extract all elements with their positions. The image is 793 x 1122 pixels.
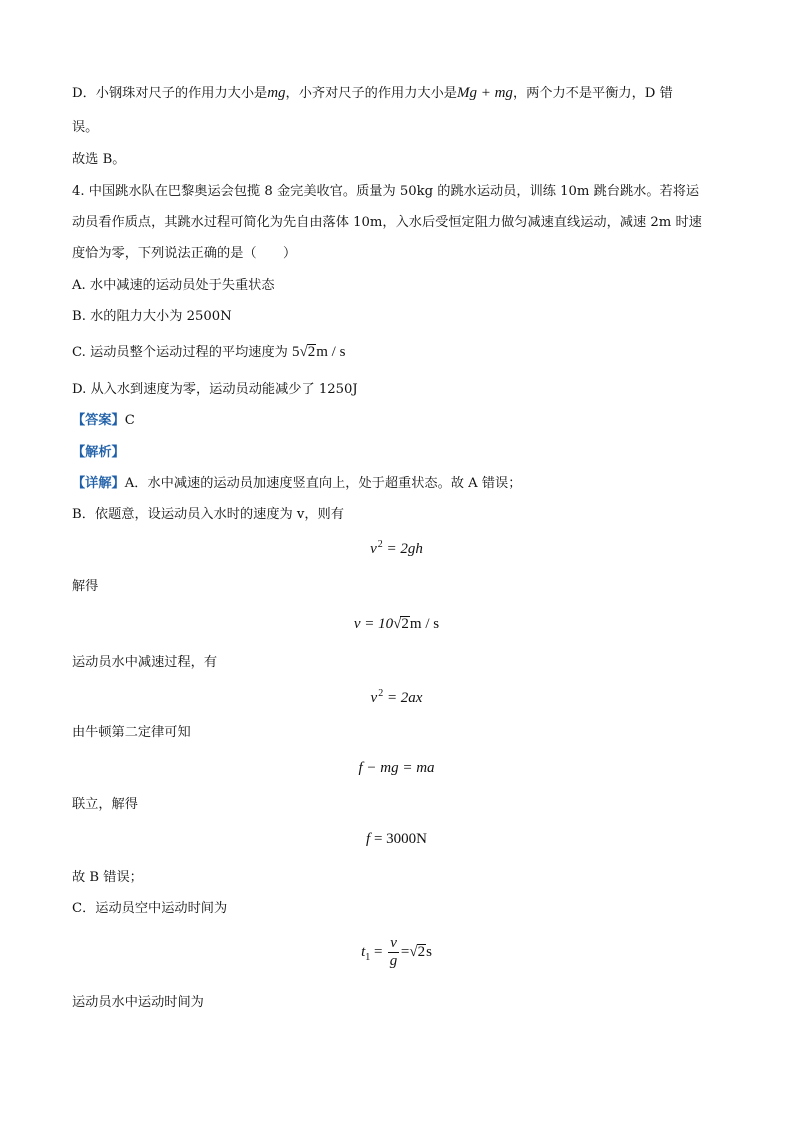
equation-v-value: [0, 614, 793, 634]
detail-a-line: [72, 475, 521, 493]
fraction-denominator: g: [389, 953, 398, 970]
detail-tag: 【详解】: [72, 476, 125, 491]
option-c: [72, 343, 345, 362]
analysis-tag: 【解析】: [72, 445, 125, 460]
question-4-line2: 动员看作质点，其跳水过程可简化为先自由落体 10m，入水后受恒定阻力做匀减速直线运动，减速 2m 时速: [72, 215, 702, 230]
text-segment: ，小齐对尺子的作用力大小是: [285, 86, 457, 101]
c-water-time-label: 运动员水中运动时间为: [72, 995, 204, 1010]
equation-v-squared-2gh: [0, 539, 793, 561]
eq-subscript: 1: [365, 952, 371, 963]
eq-exponent: 2: [378, 688, 384, 699]
eq-lhs: v = 10: [353, 616, 394, 632]
answer-value: C: [124, 413, 135, 428]
math-mg: mg: [267, 85, 286, 101]
eq-text: f − mg = ma: [358, 760, 435, 776]
radicand: 2: [307, 344, 316, 360]
eq-var: v: [370, 690, 378, 706]
text-segment: D．小钢珠对尺子的作用力大小是: [72, 86, 268, 101]
option-a: A. 水中减速的运动员处于失重状态: [72, 278, 275, 293]
equation-newton: [0, 758, 793, 778]
radicand: 2: [401, 616, 409, 632]
eq-var: v: [370, 541, 377, 557]
solve-label-1: 解得: [72, 579, 99, 594]
sqrt-symbol: √2: [299, 344, 316, 360]
unit: m / s: [316, 344, 346, 360]
fraction-numerator: v: [390, 935, 397, 952]
combine-label: 联立，解得: [72, 797, 138, 812]
question-4-line3: 度恰为零，下列说法正确的是（ ）: [72, 246, 297, 261]
eq-var: t: [361, 944, 366, 960]
water-decel-label: 运动员水中减速过程，有: [72, 655, 218, 670]
eq-rhs: = 3000N: [373, 831, 427, 847]
newton-label: 由牛顿第二定律可知: [72, 725, 191, 740]
previous-answer-choice: 故选 B。: [72, 152, 126, 167]
math-Mg-plus-mg: Mg + mg: [456, 85, 513, 101]
equation-t1: [0, 934, 793, 972]
option-b: B. 水的阻力大小为 2500N: [72, 309, 232, 324]
answer-tag: 【答案】: [72, 413, 125, 428]
text-segment: C. 运动员整个运动过程的平均速度为: [72, 345, 293, 360]
sqrt-symbol: √2: [409, 944, 426, 960]
analysis-tag-line: [72, 444, 125, 462]
option-d: D. 从入水到速度为零，运动员动能减少了 1250J: [72, 382, 358, 397]
eq-equals: =: [373, 944, 383, 960]
eq-rhs: = 2ax: [386, 690, 423, 706]
equation-f-value: [0, 829, 793, 849]
eq-rhs: = 2gh: [386, 541, 423, 557]
eq-exponent: 2: [377, 539, 383, 550]
radicand: 2: [417, 944, 426, 960]
c-air-time-label: C．运动员空中运动时间为: [72, 901, 228, 916]
math-average-speed: [292, 344, 345, 360]
text-segment: ，两个力不是平衡力，D 错: [512, 86, 673, 101]
option-d-previous-line2: 误。: [72, 120, 99, 135]
text-segment: A．水中减速的运动员加速度竖直向上，处于超重状态。故 A 错误；: [124, 476, 522, 491]
question-4-line1: 4. 中国跳水队在巴黎奥运会包揽 8 金完美收官。质量为 50kg 的跳水运动员，训练 10m 跳台跳水。若将运: [72, 184, 700, 199]
fraction: [388, 935, 399, 970]
eq-var: f: [366, 831, 371, 847]
b-wrong-line: 故 B 错误；: [72, 870, 143, 885]
option-d-previous-line1: [72, 84, 673, 103]
equation-v-squared-2ax: [0, 688, 793, 710]
coefficient: 5: [292, 344, 300, 360]
unit: s: [426, 944, 432, 960]
answer-line: [72, 412, 135, 430]
detail-b-intro: B．依题意，设运动员入水时的速度为 v，则有: [72, 507, 344, 522]
sqrt-symbol: √2: [393, 616, 409, 632]
eq-equals: =: [400, 944, 410, 960]
unit: m / s: [409, 616, 440, 632]
